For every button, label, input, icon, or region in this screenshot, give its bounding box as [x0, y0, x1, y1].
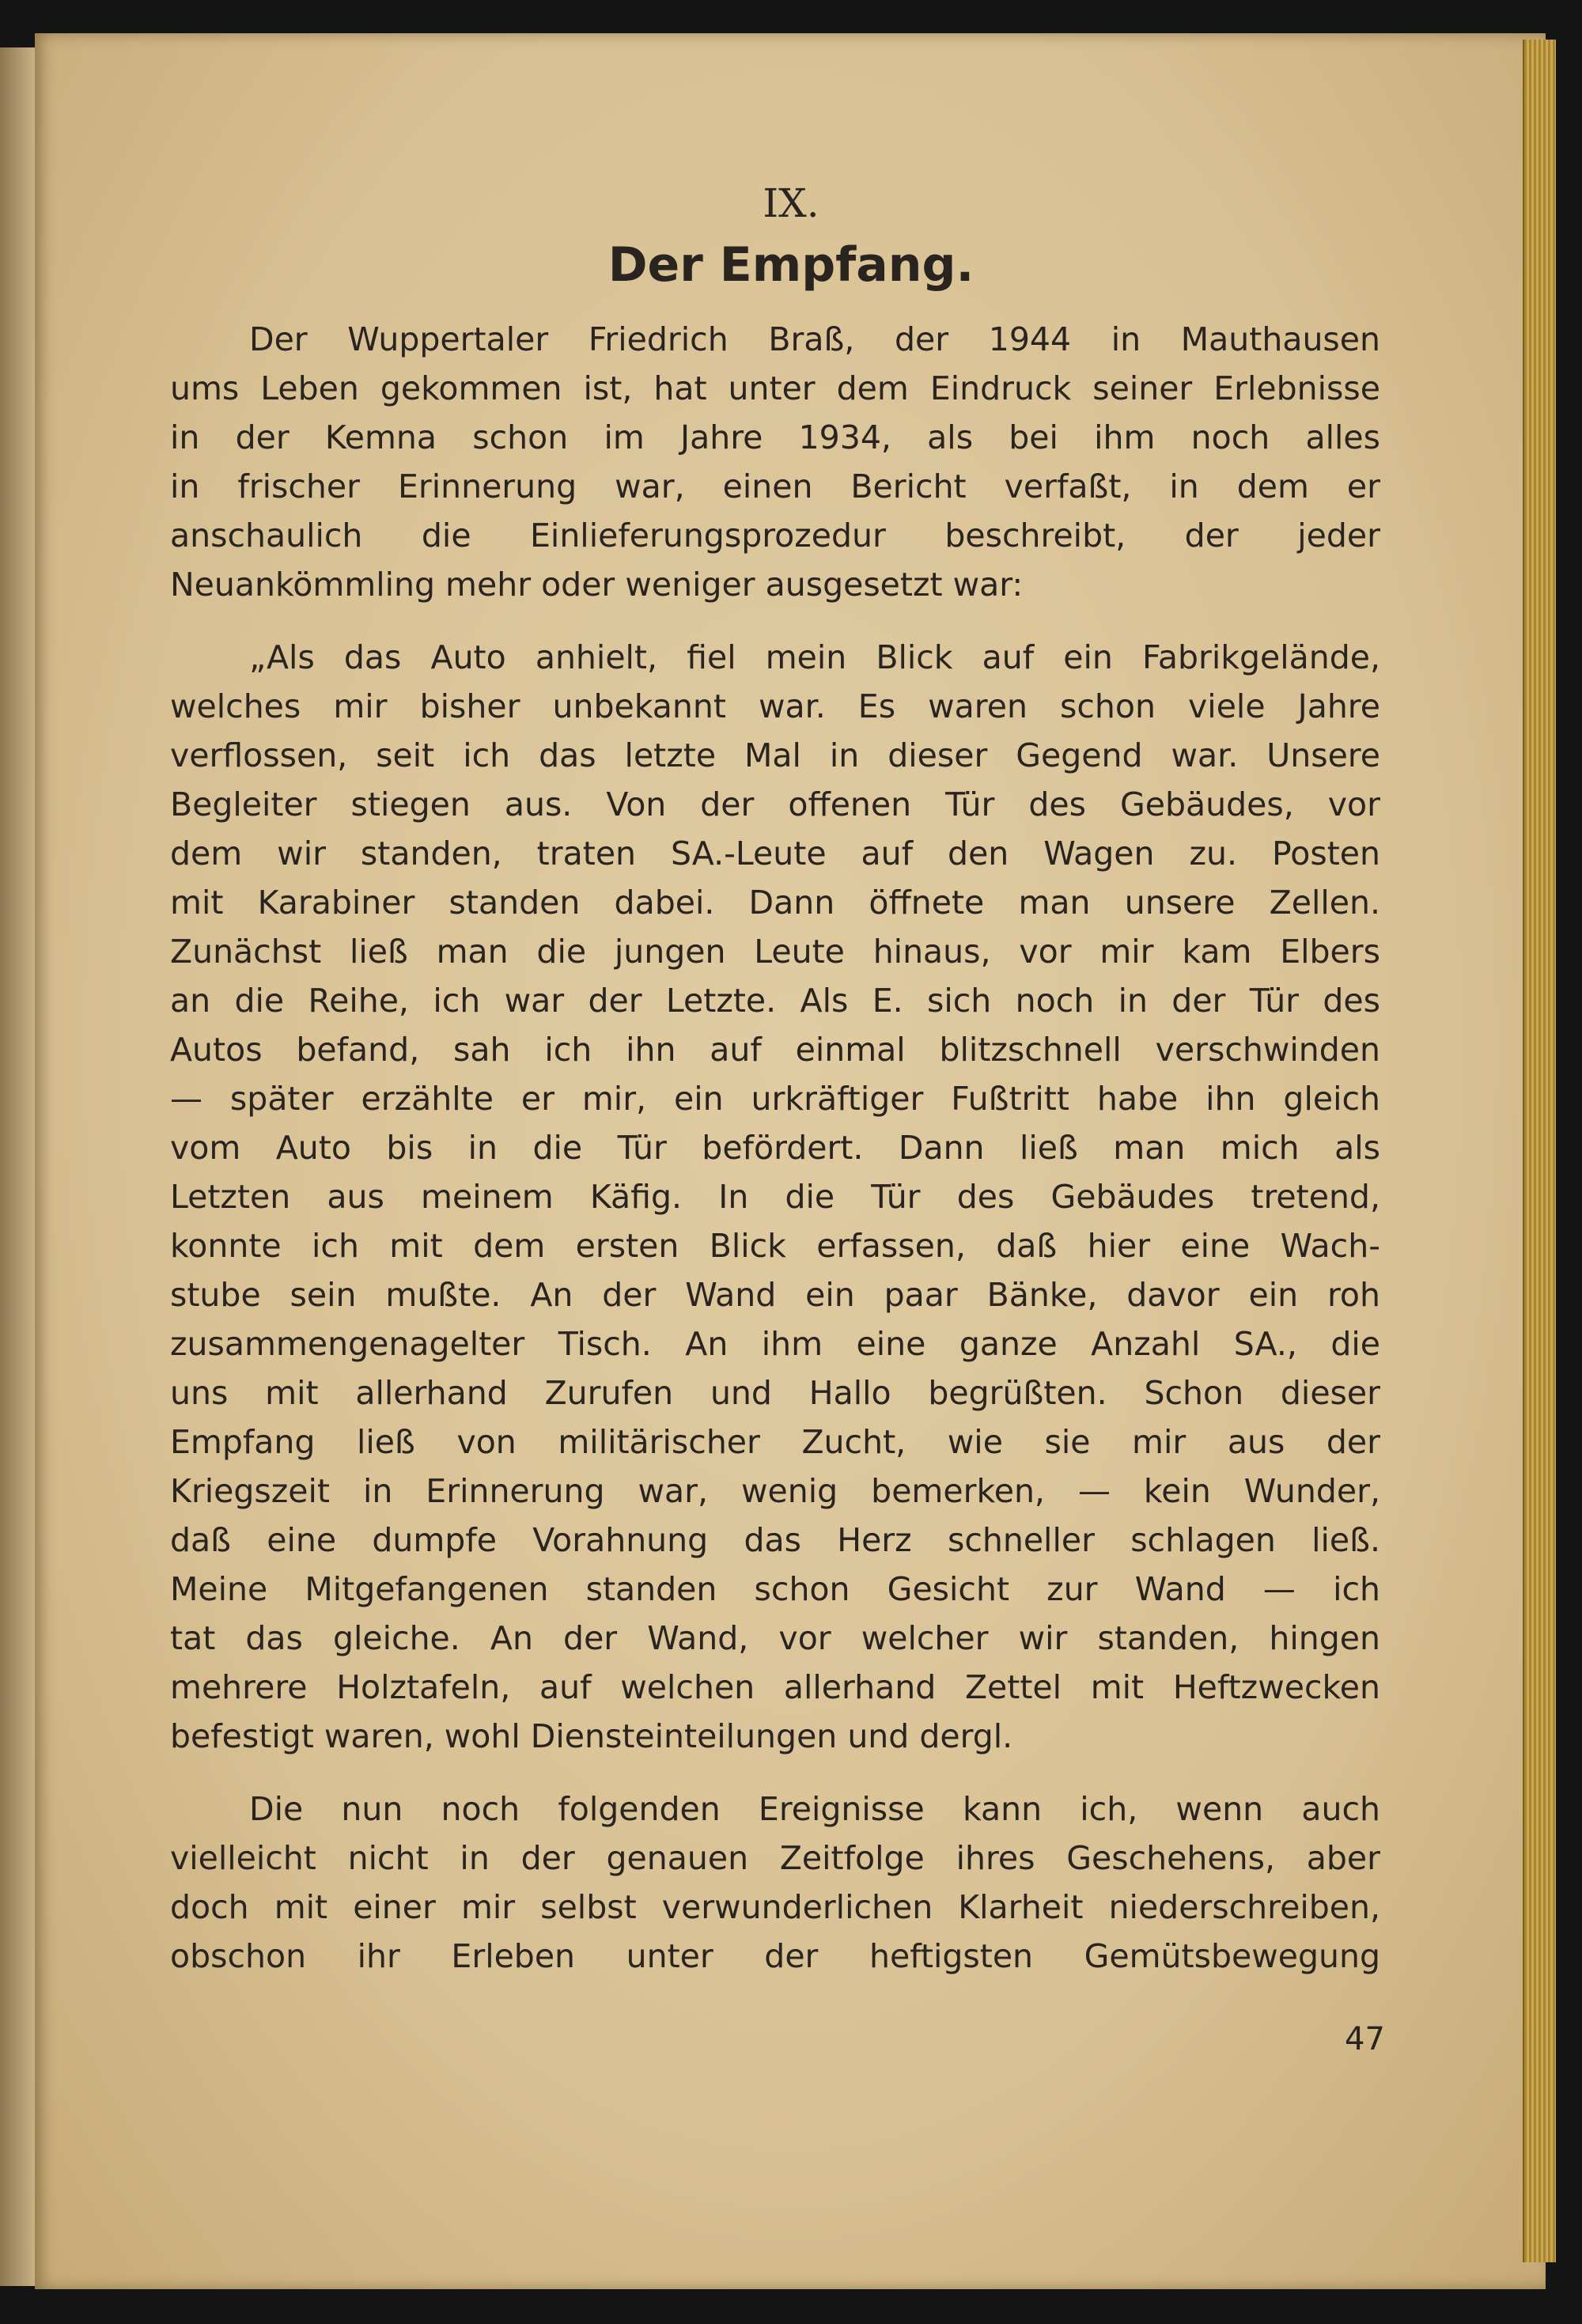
- text-line: Begleiter stiegen aus. Von der offenen Tür des Gebäudes, vor: [170, 785, 1380, 823]
- text-line: Neuankömmling mehr oder weniger ausgesetzt war:: [170, 566, 1024, 604]
- text-line: mehrere Holztafeln, auf welchen allerhand Zettel mit Heftzwecken: [170, 1668, 1380, 1706]
- body-text: [170, 315, 1380, 2004]
- text-line: vom Auto bis in die Tür befördert. Dann ließ man mich als: [170, 1129, 1380, 1167]
- text-line: ums Leben gekommen ist, hat unter dem Eindruck seiner Erlebnisse: [170, 369, 1380, 407]
- page-stack-edge: [1523, 40, 1556, 2262]
- text-line: Zunächst ließ man die jungen Leute hinaus, vor mir kam Elbers: [170, 933, 1380, 971]
- text-line: Empfang ließ von militärischer Zucht, wie sie mir aus der: [170, 1423, 1380, 1461]
- text-line: in der Kemna schon im Jahre 1934, als bei ihm noch alles: [170, 418, 1380, 456]
- text-line: anschaulich die Einlieferungsprozedur beschreibt, der jeder: [170, 517, 1380, 555]
- text-line: doch mit einer mir selbst verwunderlichen Klarheit niederschreiben,: [170, 1888, 1380, 1926]
- text-line: Der Wuppertaler Friedrich Braß, der 1944 in Mauthausen: [249, 320, 1380, 358]
- text-line: obschon ihr Erleben unter der heftigsten Gemütsbewegung: [170, 1937, 1380, 1975]
- text-line: welches mir bisher unbekannt war. Es waren schon viele Jahre: [170, 687, 1380, 725]
- paragraph: [170, 1785, 1380, 1981]
- text-line: „Als das Auto anhielt, fiel mein Blick auf ein Fabrikgelände,: [249, 638, 1380, 676]
- paragraph: [170, 315, 1380, 609]
- text-line: Autos befand, sah ich ihn auf einmal blitzschnell verschwinden: [170, 1031, 1380, 1069]
- text-line: Die nun noch folgenden Ereignisse kann ich, wenn auch: [249, 1790, 1380, 1828]
- text-line: uns mit allerhand Zurufen und Hallo begrüßten. Schon dieser: [170, 1374, 1380, 1412]
- previous-page-edge: [0, 47, 35, 2286]
- text-line: stube sein mußte. An der Wand ein paar Bänke, davor ein roh: [170, 1276, 1380, 1314]
- text-line: befestigt waren, wohl Diensteinteilungen und dergl.: [170, 1717, 1013, 1755]
- text-line: konnte ich mit dem ersten Blick erfassen, daß hier eine Wach-: [170, 1227, 1380, 1265]
- text-line: Letzten aus meinem Käfig. In die Tür des Gebäudes tretend,: [170, 1178, 1380, 1216]
- text-line: an die Reihe, ich war der Letzte. Als E. sich noch in der Tür des: [170, 982, 1380, 1020]
- text-line: Kriegszeit in Erinnerung war, wenig bemerken, — kein Wunder,: [170, 1472, 1380, 1510]
- text-line: vielleicht nicht in der genauen Zeitfolge ihres Geschehens, aber: [170, 1839, 1380, 1877]
- text-line: in frischer Erinnerung war, einen Bericht verfaßt, in dem er: [170, 467, 1380, 505]
- text-line: daß eine dumpfe Vorahnung das Herz schneller schlagen ließ.: [170, 1521, 1380, 1559]
- text-line: dem wir standen, traten SA.-Leute auf den Wagen zu. Posten: [170, 835, 1380, 872]
- text-line: mit Karabiner standen dabei. Dann öffnete man unsere Zellen.: [170, 884, 1380, 922]
- page-number: 47: [1345, 2021, 1385, 2057]
- chapter-number: IX.: [763, 180, 819, 226]
- paragraph: [170, 633, 1380, 1761]
- text-line: Meine Mitgefangenen standen schon Gesicht zur Wand — ich: [170, 1570, 1380, 1608]
- text-line: verflossen, seit ich das letzte Mal in dieser Gegend war. Unsere: [170, 736, 1380, 774]
- text-line: zusammengenagelter Tisch. An ihm eine ganze Anzahl SA., die: [170, 1325, 1380, 1363]
- text-line: tat das gleiche. An der Wand, vor welcher wir standen, hingen: [170, 1619, 1380, 1657]
- text-line: — später erzählte er mir, ein urkräftiger Fußtritt habe ihn gleich: [170, 1080, 1380, 1118]
- chapter-title: Der Empfang.: [607, 237, 975, 293]
